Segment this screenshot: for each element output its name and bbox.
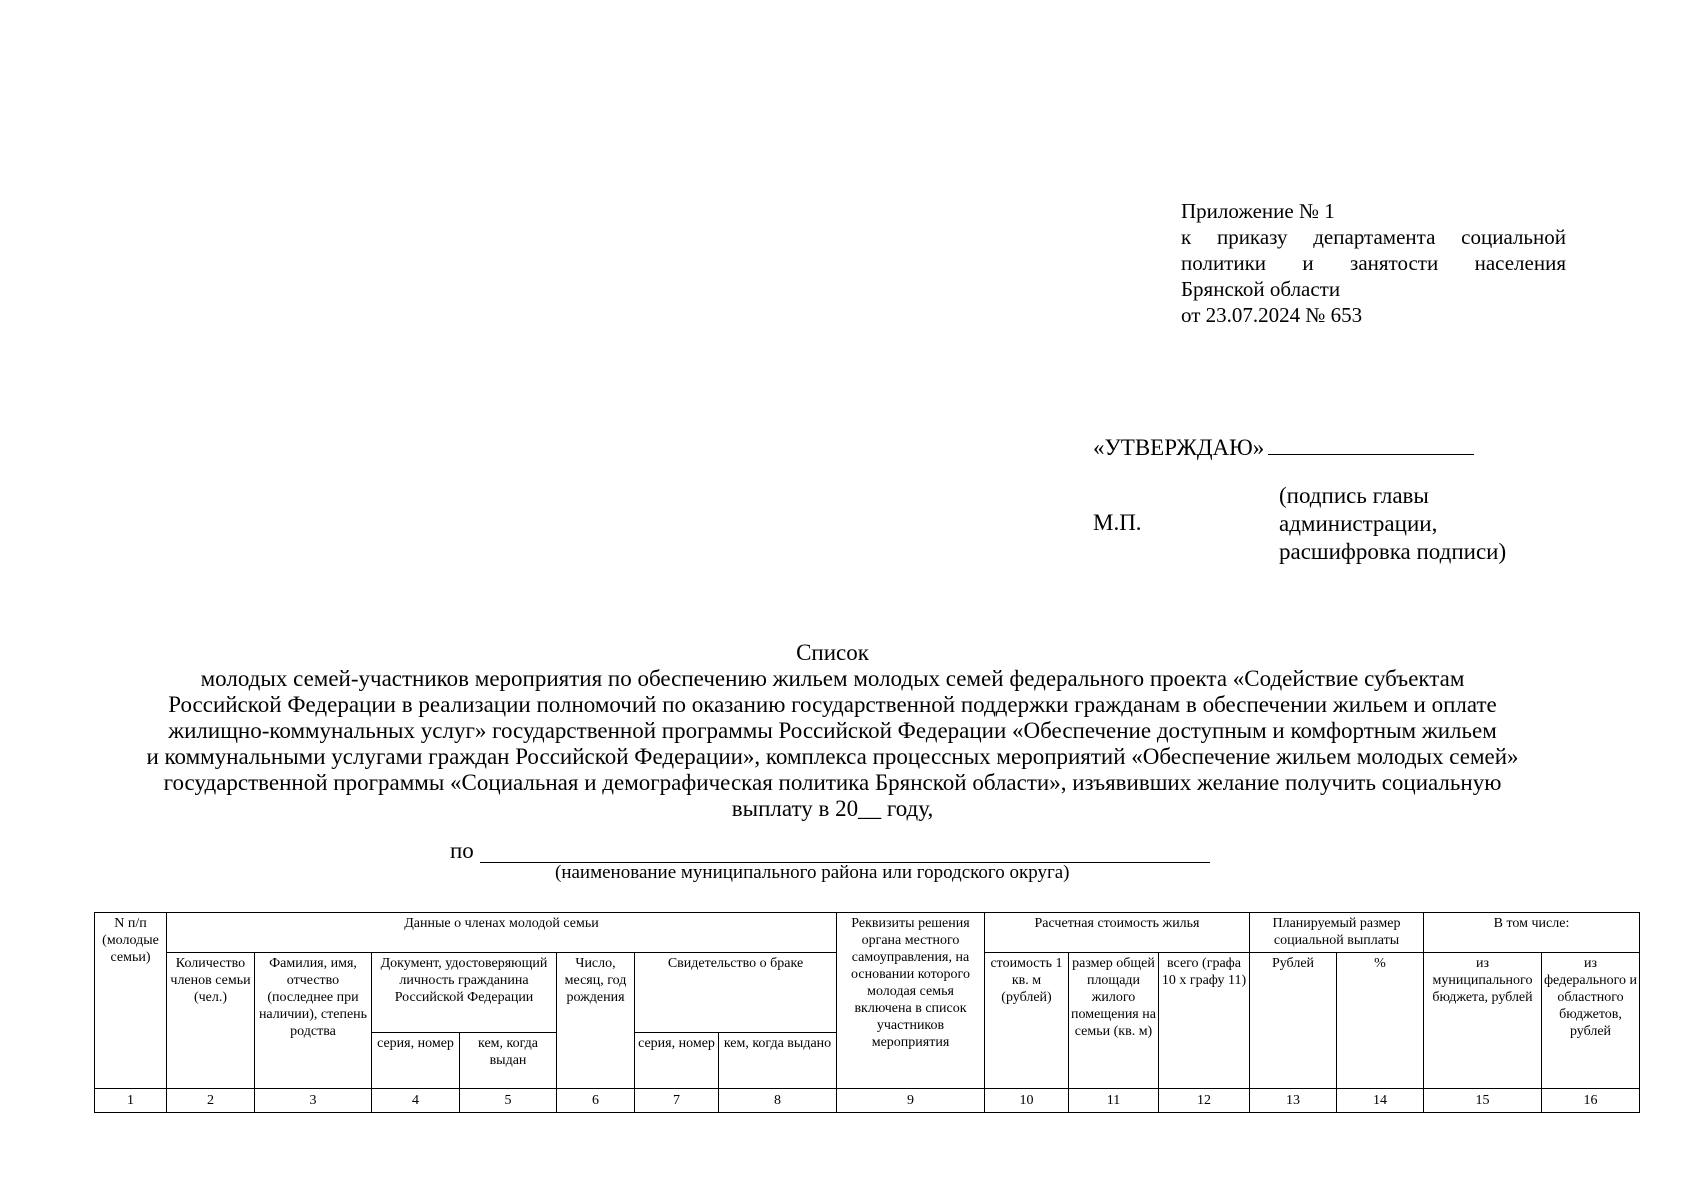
title-line: выплату в 20__ году, [731, 796, 934, 821]
signature-line [1268, 432, 1474, 455]
header-area: размер общей площади жилого помещения на семьи (кв. м) [1069, 953, 1159, 1089]
title-heading: Список [796, 640, 869, 665]
title-line: государственной программы «Социальная и демографическая политика Брянской области», изъявивших желание получить социальную [163, 770, 1502, 795]
approval-label: «УТВЕРЖДАЮ» [1093, 435, 1265, 460]
column-number: 13 [1250, 1089, 1337, 1113]
column-number: 5 [460, 1089, 557, 1113]
column-number: 8 [719, 1089, 837, 1113]
header-number: N п/п (молодые семьи) [95, 913, 167, 1089]
column-number: 4 [372, 1089, 460, 1113]
column-number: 14 [1337, 1089, 1424, 1113]
signature-note-line: расшифровка подписи) [1279, 539, 1507, 564]
header-mar-issued: кем, когда выдано [719, 1033, 837, 1089]
municipality-line [450, 838, 474, 864]
column-number: 16 [1542, 1089, 1640, 1113]
municipality-label: по [450, 838, 474, 863]
column-number: 9 [837, 1089, 985, 1113]
municipality-caption: (наименование муниципального района или городского округа) [555, 862, 1070, 883]
header-mar-series: серия, номер [635, 1033, 719, 1089]
families-table [94, 912, 1640, 1113]
signature-note-line: администрации, [1279, 511, 1438, 536]
header-family-data: Данные о членах молодой семьи [167, 913, 837, 953]
column-number: 15 [1424, 1089, 1542, 1113]
column-number: 7 [635, 1089, 719, 1113]
appendix-title: Приложение № 1 [1181, 199, 1335, 223]
title-line: молодых семей-участников мероприятия по обеспечению жильем молодых семей федерального проекта «Содействие субъектам [200, 666, 1465, 691]
signature-note [1279, 482, 1506, 566]
header-total: всего (графа 10 x графу 11) [1159, 953, 1250, 1089]
header-fio: Фамилия, имя, отчество (последнее при наличии), степень родства [255, 953, 372, 1089]
header-document: Документ, удостоверяющий личность гражданина Российской Федерации [372, 953, 557, 1033]
appendix-date-number: от 23.07.2024 № 653 [1181, 303, 1363, 327]
header-including: В том числе: [1424, 913, 1640, 953]
header-municipal: из муниципального бюджета, рублей [1424, 953, 1542, 1089]
stamp-place-label: М.П. [1093, 510, 1142, 535]
appendix-region-line: Брянской области [1181, 277, 1341, 301]
title-line: и коммунальными услугами граждан Российской Федерации», комплекса процессных мероприятий «Обеспечение жильем молодых семей» [146, 744, 1519, 769]
column-number: 2 [167, 1089, 255, 1113]
column-number: 1 [95, 1089, 167, 1113]
header-rubles: Рублей [1250, 953, 1337, 1089]
title-line: Российской Федерации в реализации полномочий по оказанию государственной поддержки гражданам в обеспечении жильем и оплате [168, 692, 1497, 717]
column-number: 10 [985, 1089, 1069, 1113]
appendix-order-line: к приказу департамента социальной [1181, 225, 1566, 249]
document-title [80, 640, 1585, 822]
header-doc-series: серия, номер [372, 1033, 460, 1089]
column-number: 12 [1159, 1089, 1250, 1113]
signature-note-line: (подпись главы [1279, 483, 1429, 508]
header-cost: Расчетная стоимость жилья [985, 913, 1250, 953]
column-number-row [95, 1089, 1640, 1113]
header-price-sqm: стоимость 1 кв. м (рублей) [985, 953, 1069, 1089]
header-marriage-cert: Свидетельство о браке [635, 953, 837, 1033]
header-members: Количество членов семьи (чел.) [167, 953, 255, 1089]
header-federal: из федерального и областного бюджетов, рублей [1542, 953, 1640, 1089]
header-doc-issued: кем, когда выдан [460, 1033, 557, 1089]
header-planned-payment: Планируемый размер социальной выплаты [1250, 913, 1424, 953]
header-birth-date: Число, месяц, год рождения [557, 953, 635, 1089]
header-percent: % [1337, 953, 1424, 1089]
title-line: жилищно-коммунальных услуг» государственной программы Российской Федерации «Обеспечение доступным и комфортным жильем [168, 718, 1497, 743]
approval-line [1093, 432, 1474, 461]
appendix-department-line: политики и занятости населения [1181, 251, 1566, 275]
column-number: 6 [557, 1089, 635, 1113]
column-number: 3 [255, 1089, 372, 1113]
column-number: 11 [1069, 1089, 1159, 1113]
appendix-block [1181, 198, 1566, 328]
header-requisites: Реквизиты решения органа местного самоуправления, на основании которого молодая семья включена в список участников мероприятия [837, 913, 985, 1089]
